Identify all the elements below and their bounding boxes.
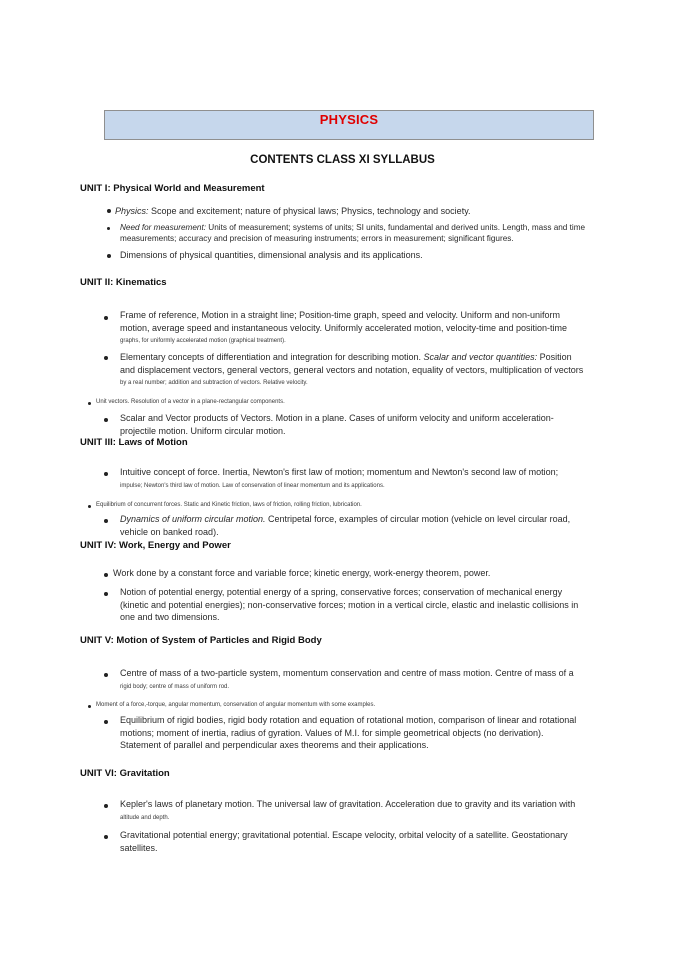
bullet-text: Statement of parallel and perpendicular axes theorems and their applications. [120,740,429,750]
bullet-text-small: Equilibrium of concurrent forces. Static and Kinetic friction, laws of friction, rolling friction, lubrication. [96,502,362,508]
bullet-text: (kinetic and potential energies); non-conservative forces; motion in a vertical circle, elastic and inelastic collisions in [120,599,579,610]
bullet-text: Notion of potential energy, potential energy of a spring, conservative forces; conservation of mechanical energy [120,587,563,597]
bullet-text-small: Unit vectors. Resolution of a vector in a plane-rectangular components. [96,399,285,405]
bullet-text-small: rigid body; centre of mass of uniform rod. [120,683,230,690]
bullet-text: Scalar and Vector products of Vectors. Motion in a plane. Cases of uniform velocity and uniform acceleration- [120,413,554,423]
bullet-text-small: altitude and depth. [120,814,170,821]
bullet-lead: Physics: [115,206,149,216]
bullet-text: Position [537,352,572,362]
bullet-dot [104,673,108,677]
bullet-dot [104,720,108,724]
bullet-text: one and two dimensions. [120,612,220,622]
bullet-text: Work done by a constant force and variable force; kinetic energy, work-energy theorem, power. [113,568,491,578]
bullet-text: Gravitational potential energy; gravitational potential. Escape velocity, orbital velocity of a satellite. Geostationary [120,830,568,840]
bullet-text: projectile motion. Uniform circular motion. [120,425,286,436]
bullet-dot [104,573,108,577]
bullet-dot [104,472,108,476]
bullet-dot [88,402,91,405]
title-banner [104,110,594,140]
bullet-text: Centre of mass of a two-particle system, momentum conservation and centre of mass motion. Centre of mass of a [120,668,574,678]
bullet-dot [104,316,108,320]
bullet-text: Elementary concepts of differentiation and integration for describing motion. [120,352,424,362]
bullet-text-small: by a real number; addition and subtraction of vectors. Relative velocity. [120,380,308,386]
bullet-text: satellites. [120,842,158,853]
bullet-text: measurements; accuracy and precision of measuring instruments; errors in measurement; significant figures. [120,234,514,243]
unit-5-heading: UNIT V: Motion of System of Particles and Rigid Body [80,635,322,646]
bullet-text-small: graphs, for uniformly accelerated motion (graphical treatment). [120,338,286,344]
bullet-lead: Need for measurement: [120,223,207,232]
bullet-text: vehicle on banked road). [120,526,219,537]
bullet-text: and displacement vectors, general vectors, general vectors and notation, equality of vectors, multiplication of vectors [120,364,584,375]
bullet-dot [104,592,108,596]
bullet-dot [88,705,91,708]
unit-4-heading: UNIT IV: Work, Energy and Power [80,540,231,551]
bullet-text: motions; moment of inertia, radius of gyration. Values of M.I. for simple geometrical objects (no derivation). [120,727,544,738]
bullet-text: Intuitive concept of force. Inertia, Newton's first law of motion; momentum and Newton's second law of motion; [120,467,559,477]
unit-1-heading: UNIT I: Physical World and Measurement [80,183,265,194]
bullet-dot [104,519,108,523]
bullet-dot [107,227,110,230]
unit-2-heading: UNIT II: Kinematics [80,277,167,288]
page-title: PHYSICS [319,112,379,127]
bullet-em: Scalar and vector quantities: [423,352,538,362]
bullet-text: Scope and excitement; nature of physical laws; Physics, technology and society. [148,206,471,216]
bullet-text: Kepler's laws of planetary motion. The universal law of gravitation. Acceleration due to gravity and its variation with [120,799,576,809]
bullet-dot [104,804,108,808]
bullet-text: Equilibrium of rigid bodies, rigid body rotation and equation of rotational motion, comparison of linear and rotational [120,715,577,725]
bullet-dot [107,209,111,213]
bullet-text: Centripetal force, examples of circular motion (vehicle on level circular road, [265,514,571,524]
bullet-dot [104,356,108,360]
unit-6-heading: UNIT VI: Gravitation [80,768,170,779]
contents-heading: CONTENTS CLASS XI SYLLABUS [250,154,435,166]
bullet-text: Frame of reference, Motion in a straight line; Position-time graph, speed and velocity. Uniform and non-uniform [120,310,561,320]
bullet-text: motion, average speed and instantaneous velocity. Uniformly accelerated motion, velocity-time and position-time [120,322,568,333]
bullet-text: Units of measurement; systems of units; SI units, fundamental and derived units. Length, mass and time [206,223,586,232]
bullet-dot [88,505,91,508]
bullet-text: Dimensions of physical quantities, dimensional analysis and its applications. [120,250,423,260]
bullet-em: Dynamics of uniform circular motion. [120,514,266,524]
bullet-dot [104,835,108,839]
bullet-text-small: Moment of a force,-torque, angular momentum, conservation of angular momentum with some examples. [96,702,376,708]
bullet-dot [104,418,108,422]
bullet-text-small: impulse; Newton's third law of motion. Law of conservation of linear momentum and its applications. [120,482,385,489]
unit-3-heading: UNIT III: Laws of Motion [80,437,188,448]
bullet-dot [107,254,111,258]
